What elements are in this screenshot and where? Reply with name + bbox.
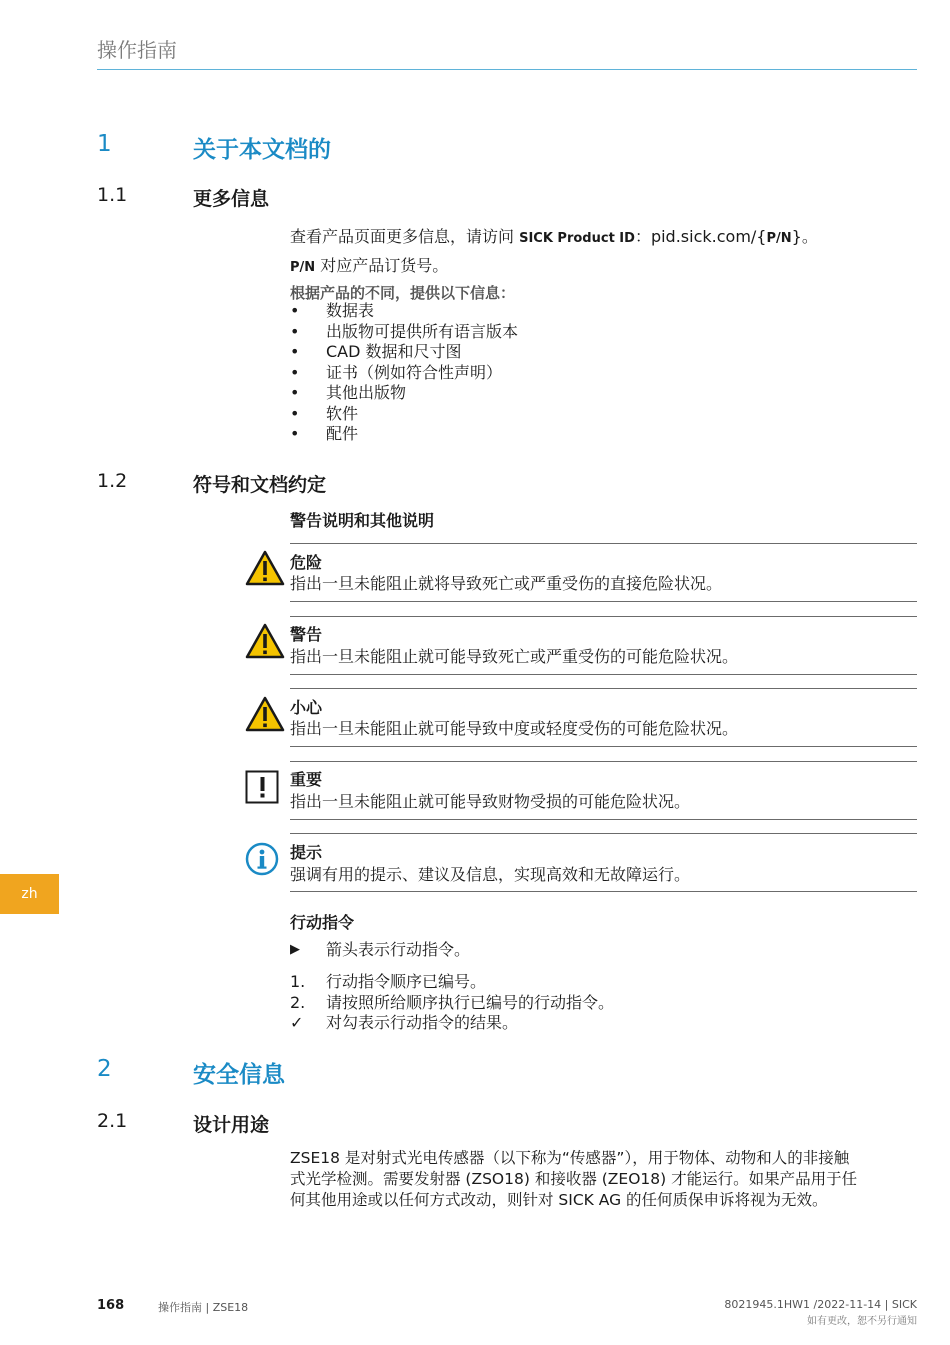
footer-reference: 8021945.1HW1 /2022-11-14 | SICK <box>724 1298 917 1311</box>
footer-page-number: 168 <box>97 1298 125 1313</box>
list-item: ✓ 对勾表示行动指令的结果。 <box>290 1013 519 1032</box>
notice-bottom-rule <box>290 891 917 892</box>
info-paragraph: 查看产品页面更多信息，请访问 SICK Product ID：pid.sick.com/{P/N}。 <box>290 227 818 246</box>
notice-title-important: 重要 <box>290 770 323 789</box>
chapter-1-number: 1 <box>97 131 112 157</box>
list-item: 2. 请按照所给顺序执行已编号的行动指令。 <box>290 992 615 1012</box>
action-arrow-list <box>290 940 470 961</box>
warning-triangle-icon <box>245 696 285 736</box>
list-item: • 配件 <box>290 424 359 443</box>
section-2-1-number: 2.1 <box>97 1110 128 1132</box>
notice-bottom-rule <box>290 819 917 820</box>
intended-use-paragraph: ZSE18 是对射式光电传感器（以下称为“传感器”），用于物体、动物和人的非接触 式光学检测。需要发射器 (ZSO18) 和接收器 (ZEO18) 才能运行。如果产品用于任 何其他用途或以任何方式改动，则针对 SICK AG 的任何质保申诉将视为无效。 <box>290 1149 858 1209</box>
notice-text: 指出一旦未能阻止就可能导致中度或轻度受伤的可能危险状况。 <box>290 719 739 738</box>
notice-text: 指出一旦未能阻止就可能导致死亡或严重受伤的可能危险状况。 <box>290 647 739 666</box>
notice-text: 指出一旦未能阻止就可能导致财物受损的可能危险状况。 <box>290 792 691 811</box>
notice-text: 强调有用的提示、建议及信息，实现高效和无故障运行。 <box>290 865 691 884</box>
notice-top-rule <box>290 688 917 689</box>
section-1-1-number: 1.1 <box>97 184 128 206</box>
chapter-2-number: 2 <box>97 1056 112 1082</box>
arrow-right-icon: ▶ <box>290 942 300 957</box>
warning-heading: 警告说明和其他说明 <box>290 511 435 530</box>
header-title: 操作指南 <box>97 38 177 62</box>
footer-note: 如有更改，恕不另行通知 <box>807 1316 917 1327</box>
warning-triangle-icon <box>245 623 285 663</box>
pn-paragraph: P/N 对应产品订货号。 <box>290 256 449 275</box>
list-item: • 出版物可提供所有语言版本 <box>290 321 519 341</box>
notice-top-rule <box>290 616 917 617</box>
notice-top-rule <box>290 543 917 544</box>
info-circle-icon <box>245 842 285 882</box>
footer-doc-title: 操作指南 | ZSE18 <box>158 1301 249 1314</box>
notice-text: 指出一旦未能阻止就将导致死亡或严重受伤的直接危险状况。 <box>290 574 723 593</box>
section-2-1-title: 设计用途 <box>193 1114 270 1136</box>
notice-bottom-rule <box>290 674 917 675</box>
info-intro: 根据产品的不同，提供以下信息： <box>290 284 516 302</box>
chapter-2-title: 安全信息 <box>193 1062 285 1088</box>
language-tab: zh <box>0 874 59 914</box>
list-item: • 软件 <box>290 403 359 423</box>
section-1-1-title: 更多信息 <box>193 188 270 210</box>
notice-title-note: 提示 <box>290 843 323 862</box>
header-rule <box>97 69 917 70</box>
list-item: • CAD 数据和尺寸图 <box>290 342 462 361</box>
section-1-2-title: 符号和文档约定 <box>193 474 327 496</box>
checkmark-icon: ✓ <box>290 1013 304 1032</box>
list-item: ▶ 箭头表示行动指令。 <box>290 940 471 959</box>
section-1-2-number: 1.2 <box>97 470 128 492</box>
product-id-link[interactable]: ：pid.sick.com/{ <box>634 227 767 246</box>
notice-bottom-rule <box>290 746 917 747</box>
action-steps-list <box>290 972 614 1034</box>
notice-top-rule <box>290 833 917 834</box>
notice-title-danger: 危险 <box>290 553 323 572</box>
list-item: • 数据表 <box>290 301 375 320</box>
list-item: • 其他出版物 <box>290 383 407 402</box>
notice-title-warning: 警告 <box>290 625 323 644</box>
notice-bottom-rule <box>290 601 917 602</box>
list-item: 1. 行动指令顺序已编号。 <box>290 972 487 991</box>
notice-top-rule <box>290 761 917 762</box>
list-item: • 证书（例如符合性声明） <box>290 362 503 382</box>
exclamation-box-icon <box>245 770 285 810</box>
notice-title-caution: 小心 <box>290 698 323 717</box>
info-list <box>290 301 518 445</box>
action-heading: 行动指令 <box>290 913 355 932</box>
chapter-1-title: 关于本文档的 <box>193 137 331 163</box>
warning-triangle-icon <box>245 550 285 590</box>
